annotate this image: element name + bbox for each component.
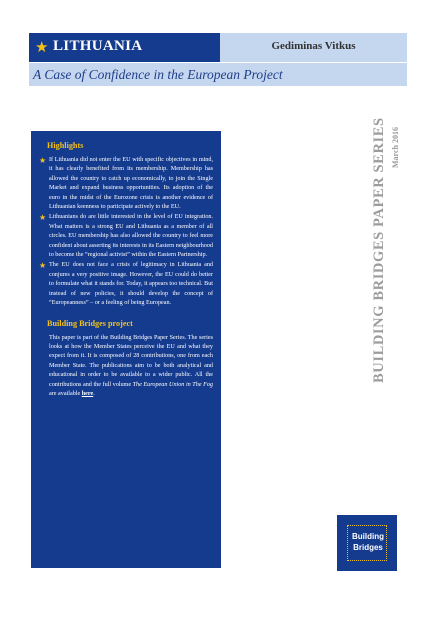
highlight-text: The EU does not face a crisis of legitimacy in Lithuania and conjures a very positive image. However, the EU could do better to formulate what it stands for. Today, it appears too technical. But instead of new policies, it should develop the concept of “Europeanness” – or a feeling of being European. <box>49 262 213 307</box>
here-link[interactable]: here <box>81 390 94 397</box>
logo-line-2: Bridges <box>353 543 383 552</box>
project-description <box>39 334 213 400</box>
highlight-item <box>39 261 213 308</box>
star-icon: ★ <box>39 213 47 223</box>
project-text: This paper is part of the Building Bridges Paper Series. The series looks at how the Member States perceive the EU and what they expect from it. It is composed of 28 contributions, one from each Member State. The publications aim to be both analytical and educational in order to be available to a wider public. All the contributions and the full volume <box>49 334 213 388</box>
subtitle: A Case of Confidence in the European Project <box>33 67 283 82</box>
highlights-panel <box>31 131 221 568</box>
author-box <box>220 33 407 62</box>
logo-line-1: Building <box>352 532 384 541</box>
title-banner <box>29 33 407 62</box>
volume-title: The European Union in The Fog <box>132 381 213 388</box>
highlight-text: Lithuanians do are little interested in the level of EU integration. What matters is a strong EU and Lithuania as a member of all circles. EU membership has also allowed the country to feel more confident about asserting its interests in its Eastern neighbourhood to become the “regional activist” within the Eastern Partnership. <box>49 214 213 259</box>
project-text: are available <box>49 390 82 397</box>
logo-frame <box>347 525 387 561</box>
highlights-heading: Highlights <box>47 141 84 150</box>
star-icon: ★ <box>39 261 47 271</box>
series-title: BUILDING BRIDGES PAPER SERIES <box>371 117 387 383</box>
author-name: Gediminas Vitkus <box>271 40 356 52</box>
publication-date: March 2016 <box>391 127 400 168</box>
star-icon: ★ <box>35 38 49 56</box>
highlight-text: If Lithuania did not enter the EU with specific objectives in mind, it has clearly benefited from its membership. Membership has allowed the country to catch up economically, to join the Single Market and expand business opportunities. Its adoption of the euro in the midst of the Eurozone crisis is another evidence of Lithuanian keenness to participate actively to the EU. <box>49 157 213 211</box>
highlight-item <box>39 213 213 260</box>
highlight-item <box>39 156 213 212</box>
project-heading: Building Bridges project <box>47 318 133 328</box>
building-bridges-logo <box>337 515 397 571</box>
country-box <box>29 33 220 62</box>
star-icon: ★ <box>39 156 47 165</box>
country-title: LITHUANIA <box>53 38 143 54</box>
project-text: . <box>93 390 95 397</box>
subtitle-bar <box>29 63 407 86</box>
